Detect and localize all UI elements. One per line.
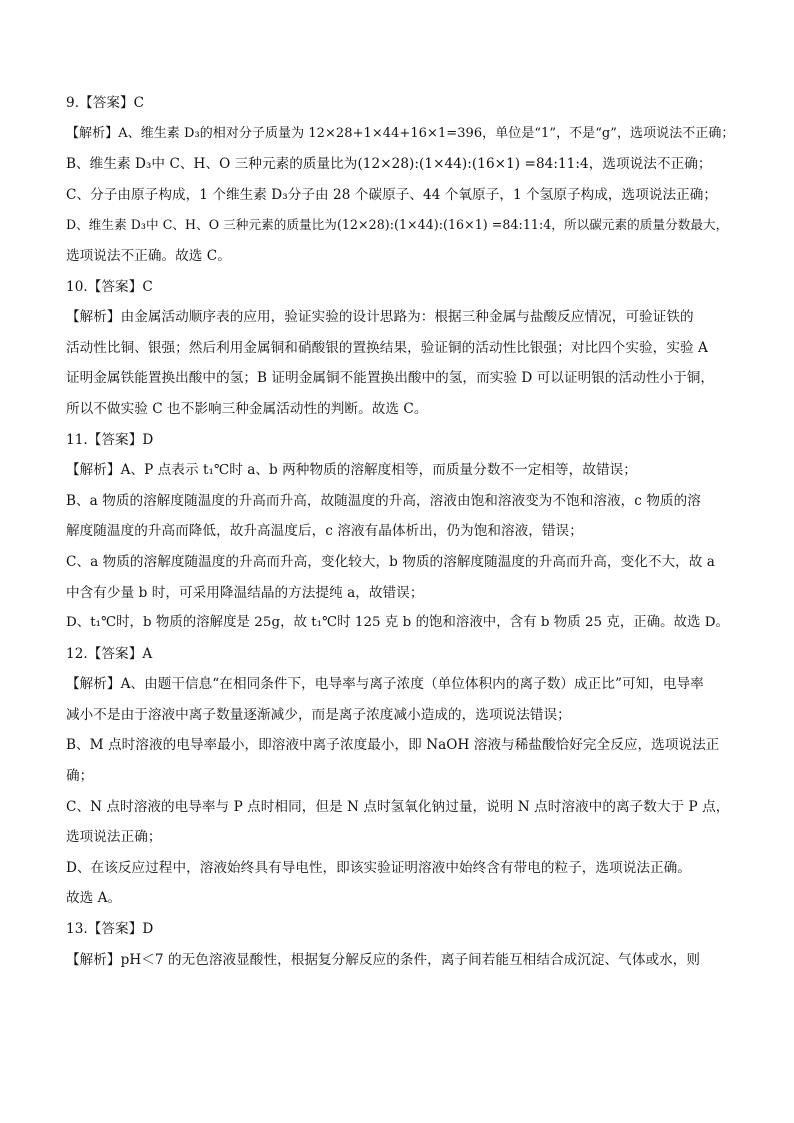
explanation-line: 减小不是由于溶液中离子数量逐渐减少，而是离子浓度减小造成的，选项说法错误；	[66, 706, 571, 723]
explanation-line: 解度随温度的升高而降低，故升高温度后，c 溶液有晶体析出，仍为饱和溶液，错误；	[66, 523, 583, 540]
explanation-line: 中含有少量 b 时，可采用降温结晶的方法提纯 a，故错误；	[66, 584, 424, 601]
answer-heading: 11.【答案】D	[66, 431, 154, 448]
explanation-line: 【解析】pH＜7 的无色溶液显酸性，根据复分解反应的条件，离子间若能互相结合成沉淀、气体或水，则	[66, 951, 701, 968]
explanation-line: 活动性比铜、银强；然后利用金属铜和硝酸银的置换结果，验证铜的活动性比银强；对比四个实验，实验 A	[66, 339, 708, 356]
answer-key-page	[66, 94, 736, 981]
explanation-line: D、维生素 D₃中 C、H、O 三种元素的质量比为(12×28):(1×44):(16×1) =84:11:4，所以碳元素的质量分数最大，	[66, 217, 729, 233]
answer-heading: 9.【答案】C	[66, 95, 145, 111]
explanation-line: 【解析】A、维生素 D₃的相对分子质量为 12×28+1×44+16×1=396，单位是“1”，不是“g”，选项说法不正确；	[66, 125, 735, 141]
answer-heading: 12.【答案】A	[66, 645, 153, 662]
explanation-line: 证明金属铁能置换出酸中的氢；B 证明金属铜不能置换出酸中的氢，而实验 D 可以证明银的活动性小于铜，	[66, 370, 715, 387]
explanation-line: 【解析】A、P 点表示 t₁℃时 a、b 两种物质的溶解度相等，而质量分数不一定相等，故错误；	[66, 462, 637, 479]
explanation-line: C、分子由原子构成，1 个维生素 D₃分子由 28 个碳原子、44 个氧原子，1 个氢原子构成，选项说法正确；	[66, 186, 718, 203]
explanation-line: D、t₁℃时，b 物质的溶解度是 25g，故 t₁℃时 125 克 b 的饱和溶液中，含有 b 物质 25 克，正确。故选 D。	[66, 615, 730, 631]
explanation-line: B、维生素 D₃中 C、H、O 三种元素的质量比为(12×28):(1×44):(16×1) =84:11:4，选项说法不正确；	[66, 156, 712, 173]
explanation-line: 【解析】A、由题干信息“在相同条件下，电导率与离子浓度（单位体积内的离子数）成正比”可知，电导率	[66, 676, 704, 693]
explanation-line: C、N 点时溶液的电导率与 P 点时相同，但是 N 点时氢氧化钠过量，说明 N 点时溶液中的离子数大于 P 点，	[66, 798, 730, 815]
explanation-line: D、在该反应过程中，溶液始终具有导电性，即该实验证明溶液中始终含有带电的粒子，选项说法正确。	[66, 859, 691, 876]
explanation-line: 所以不做实验 C 也不影响三种金属活动性的判断。故选 C。	[66, 400, 428, 417]
explanation-line: C、a 物质的溶解度随温度的升高而升高，变化较大，b 物质的溶解度随温度的升高而升高，变化不大，故 a	[66, 553, 715, 570]
explanation-line: 选项说法正确；	[66, 829, 162, 846]
explanation-line: 故选 A。	[66, 890, 122, 907]
explanation-line: 【解析】由金属活动顺序表的应用，验证实验的设计思路为：根据三种金属与盐酸反应情况，可验证铁的	[66, 309, 694, 326]
answer-heading: 13.【答案】D	[66, 921, 154, 938]
explanation-line: 选项说法不正确。故选 C。	[66, 247, 231, 264]
explanation-line: B、a 物质的溶解度随温度的升高而升高，故随温度的升高，溶液由饱和溶液变为不饱和溶液，c 物质的溶	[66, 492, 701, 509]
explanation-line: 确；	[66, 768, 94, 785]
answer-heading: 10.【答案】C	[66, 278, 153, 295]
explanation-line: B、M 点时溶液的电导率最小，即溶液中离子浓度最小，即 NaOH 溶液与稀盐酸恰好完全反应，选项说法正	[66, 737, 720, 754]
